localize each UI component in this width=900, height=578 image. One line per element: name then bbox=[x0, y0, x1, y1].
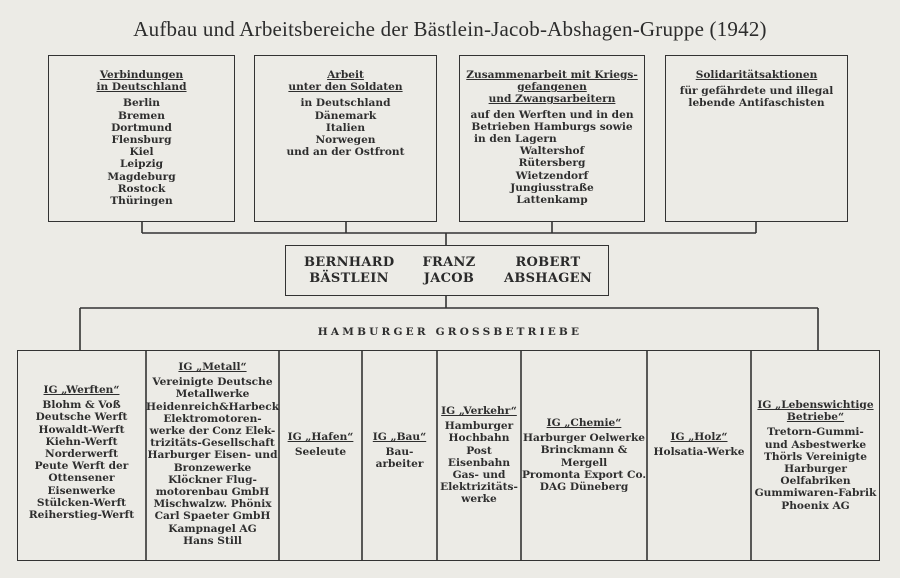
column-lebenswichtige-betriebe bbox=[751, 399, 880, 512]
column-line: Elektromotoren- bbox=[163, 412, 262, 425]
box-heading: unter den Soldaten bbox=[288, 81, 403, 94]
box-line: Flensburg bbox=[111, 134, 172, 147]
column-verkehr bbox=[437, 405, 521, 506]
column-line: Hans Still bbox=[183, 534, 242, 547]
box-line: Betrieben Hamburgs sowie bbox=[471, 120, 633, 133]
column-line: Thörls Vereinigte bbox=[763, 450, 867, 463]
box-line: Kiel bbox=[129, 146, 154, 159]
column-werften bbox=[17, 384, 146, 521]
grossbetriebe-label: HAMBURGER GROSSBETRIEBE bbox=[317, 326, 583, 338]
box-heading: Solidaritätsaktionen bbox=[695, 69, 818, 81]
column-line: werke der Conz Elek- bbox=[149, 425, 276, 438]
column-line: Norderwerft bbox=[45, 448, 118, 461]
column-line: Harburger Eisen- und bbox=[147, 449, 278, 462]
column-line: Mischwalzw. Phönix bbox=[153, 498, 272, 511]
column-line: Bau- bbox=[385, 446, 414, 459]
column-line: motorenbau GmbH bbox=[155, 486, 270, 499]
column-line: Heidenreich&Harbeck bbox=[146, 400, 280, 413]
column-heading: IG „Chemie“ bbox=[546, 417, 622, 429]
column-metall bbox=[146, 361, 279, 547]
column-line: DAG Düneberg bbox=[539, 481, 629, 494]
box-heading: und Zwangsarbeitern bbox=[488, 93, 616, 106]
column-line: Mergell bbox=[560, 456, 608, 469]
column-line: Eisenbahn bbox=[447, 456, 511, 469]
column-line: Klöckner Flug- bbox=[168, 473, 257, 486]
box-heading: Arbeit bbox=[327, 69, 364, 81]
column-heading: IG „Lebenswichtige bbox=[757, 399, 874, 411]
box-line: Wietzendorf bbox=[515, 169, 589, 182]
column-line: Gas- und bbox=[452, 469, 506, 482]
column-line: Kampnagel AG bbox=[168, 522, 257, 535]
diagram-title: Aufbau und Arbeitsbereiche der Bästlein-Jacob-Abshagen-Gruppe (1942) bbox=[133, 17, 767, 41]
box-line: Leipzig bbox=[119, 158, 164, 171]
box-line: Norwegen bbox=[315, 134, 376, 147]
box-line: lebende Antifaschisten bbox=[688, 97, 825, 110]
column-line: Peute Werft der bbox=[34, 460, 129, 473]
column-holz bbox=[647, 431, 751, 458]
column-heading: IG „Werften“ bbox=[43, 384, 120, 396]
column-line: Carl Spaeter GmbH bbox=[154, 510, 271, 523]
box-line: Magdeburg bbox=[107, 170, 176, 183]
column-heading: IG „Bau“ bbox=[372, 431, 427, 443]
box-line: Thüringen bbox=[110, 195, 173, 208]
box-line: Lattenkamp bbox=[516, 194, 588, 207]
box-heading: gefangenen bbox=[517, 81, 587, 94]
column-line: Blohm & Voß bbox=[42, 399, 121, 412]
column-heading: Betriebe“ bbox=[786, 411, 845, 424]
leader-last-name: JACOB bbox=[423, 270, 475, 286]
column-line: Vereinigte Deutsche bbox=[152, 376, 273, 389]
leader-first-name: BERNHARD bbox=[304, 255, 395, 270]
box-line: auf den Werften und in den bbox=[470, 108, 634, 121]
column-line: Metallwerke bbox=[175, 388, 250, 401]
column-line: Harburger Oelwerke bbox=[522, 432, 646, 445]
column-line: werke bbox=[461, 493, 497, 506]
column-bau bbox=[362, 431, 437, 471]
column-heading: IG „Holz“ bbox=[670, 431, 728, 443]
column-heading: IG „Metall“ bbox=[178, 361, 247, 373]
box-line: Dänemark bbox=[314, 109, 377, 122]
column-line: Hochbahn bbox=[448, 432, 510, 445]
column-line: Deutsche Werft bbox=[35, 411, 128, 424]
box-line: Rütersberg bbox=[518, 157, 586, 170]
box-line: Rostock bbox=[117, 182, 166, 195]
column-heading: IG „Verkehr“ bbox=[441, 405, 517, 417]
column-line: Holsatia-Werke bbox=[653, 446, 745, 459]
column-line: Promonta Export Co. bbox=[521, 468, 647, 481]
leader-first-name: ROBERT bbox=[515, 255, 581, 270]
column-line: arbeiter bbox=[375, 458, 424, 471]
box-heading: Verbindungen bbox=[99, 69, 184, 81]
column-line: Elektrizitäts- bbox=[440, 481, 518, 494]
box-line: Dortmund bbox=[111, 121, 172, 134]
column-line: Reiherstieg-Werft bbox=[28, 509, 135, 522]
box-line: in den Lagern bbox=[474, 133, 557, 146]
box-line: für gefährdete und illegal bbox=[679, 85, 834, 98]
box-line: Jungiusstraße bbox=[510, 181, 594, 194]
column-line: Stülcken-Werft bbox=[36, 496, 127, 509]
box-line: Bremen bbox=[118, 109, 165, 122]
box-line: und an der Ostfront bbox=[286, 146, 405, 159]
column-line: Seeleute bbox=[294, 446, 347, 459]
column-line: Oelfabriken bbox=[780, 475, 851, 488]
column-line: Howaldt-Werft bbox=[38, 423, 125, 436]
column-line: trizitäts-Gesellschaft bbox=[150, 437, 275, 450]
column-line: und Asbestwerke bbox=[764, 438, 867, 451]
box-line: Waltershof bbox=[519, 145, 585, 158]
column-heading: IG „Hafen“ bbox=[287, 431, 354, 443]
box-line: Italien bbox=[325, 121, 366, 134]
leader-last-name: ABSHAGEN bbox=[503, 270, 593, 286]
box-heading: in Deutschland bbox=[96, 81, 187, 94]
column-line: Post bbox=[466, 444, 492, 457]
column-hafen bbox=[279, 431, 362, 458]
column-line: Harburger bbox=[784, 463, 847, 476]
column-line: Brinckmann & bbox=[540, 444, 628, 457]
box-heading: Zusammenarbeit mit Kriegs- bbox=[466, 69, 638, 81]
column-line: Ottensener bbox=[48, 472, 115, 485]
column-line: Phoenix AG bbox=[781, 499, 850, 512]
column-line: Bronzewerke bbox=[173, 461, 252, 474]
column-line: Kiehn-Werft bbox=[45, 435, 118, 448]
column-line: Hamburger bbox=[444, 420, 514, 433]
box-line: Berlin bbox=[122, 97, 161, 110]
column-line: Eisenwerke bbox=[47, 484, 116, 497]
leader-first-name: FRANZ bbox=[422, 255, 476, 270]
column-line: Tretorn-Gummi- bbox=[767, 426, 864, 439]
leader-last-name: BÄSTLEIN bbox=[309, 270, 389, 286]
column-chemie bbox=[521, 417, 647, 493]
column-line: Gummiwaren-Fabrik bbox=[754, 487, 877, 500]
box-line: in Deutschland bbox=[300, 97, 391, 110]
